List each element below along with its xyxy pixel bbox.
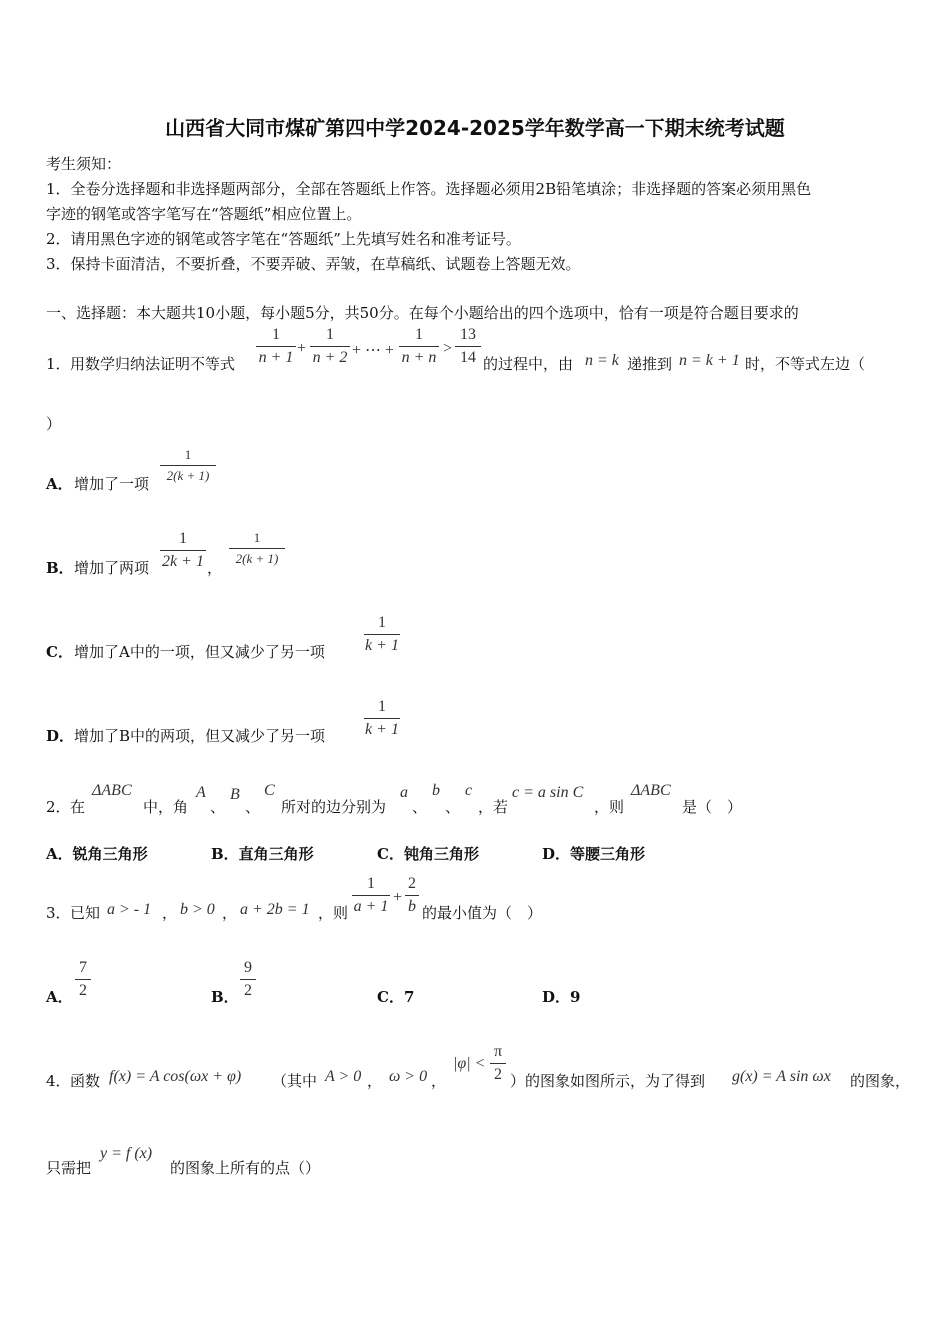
q1-text-3: 递推到 xyxy=(627,355,673,373)
q2-option-d: D．等腰三角形 xyxy=(542,845,646,863)
q1-d-num: 1 xyxy=(378,698,386,715)
q3-a-num: 7 xyxy=(79,959,87,976)
q3-option-a-fraction xyxy=(75,959,91,1000)
notice-line-3: 3．保持卡面清洁，不要折叠，不要弄破、弄皱，在草稿纸、试题卷上答题无效。 xyxy=(46,255,581,273)
q3-f2-den: b xyxy=(408,898,416,915)
q2-math-A: A xyxy=(196,784,206,801)
q1-text-4: 时，不等式左边（ xyxy=(745,355,866,373)
q1-plus-1: + xyxy=(297,340,307,357)
q1-option-b-fraction-1 xyxy=(160,530,206,571)
q2-math-c: c xyxy=(465,782,473,799)
q3-text-2: ，则 xyxy=(318,904,349,922)
q3-math-3: a + 2b = 1 xyxy=(240,901,310,918)
q2-option-a: A．锐角三角形 xyxy=(46,845,148,863)
q1-c-num: 1 xyxy=(378,614,386,631)
q4-math-g: g(x) = A sin ωx xyxy=(732,1068,831,1085)
q3-b-num: 9 xyxy=(244,959,252,976)
q1-b2-den: 2(k + 1) xyxy=(235,551,279,566)
q2-text-5: ，则 xyxy=(594,798,625,816)
q1-plus-2: + ⋯ + xyxy=(352,342,395,359)
notice-heading: 考生须知： xyxy=(46,155,122,173)
q1-option-b-fraction-2 xyxy=(229,530,285,567)
q3-option-a-label: A． xyxy=(46,988,73,1006)
q3-text-3: 的最小值为（ ） xyxy=(422,904,543,922)
q1-a-den: 2(k + 1) xyxy=(166,468,210,483)
q4-math-f: f(x) = A cos(ωx + φ) xyxy=(109,1068,242,1085)
q1-fraction-4 xyxy=(455,326,481,367)
q1-fraction-3 xyxy=(399,326,439,367)
q2-sep-4: 、 xyxy=(445,798,461,816)
q1-b2-num: 1 xyxy=(253,530,261,545)
q1-option-c-label: C． xyxy=(46,643,73,661)
q4-text-5: 只需把 xyxy=(46,1159,92,1177)
q3-comma-1: ， xyxy=(162,904,178,922)
q4-text-6: 的图象上所有的点（） xyxy=(170,1159,321,1177)
q1-b1-den: 2k + 1 xyxy=(162,553,204,570)
q3-plus: + xyxy=(393,889,403,906)
q3-f1-den: a + 1 xyxy=(353,898,389,915)
notice-line-2: 2．请用黑色字迹的钢笔或答字笔在“答题纸”上先填写姓名和准考证号。 xyxy=(46,230,521,248)
q1-math-n-eq-k-plus-1: n = k + 1 xyxy=(679,352,740,369)
q1-option-b-comma: ， xyxy=(207,559,223,577)
q1-c-den: k + 1 xyxy=(365,637,399,654)
q3-text-1: 已知 xyxy=(70,904,101,922)
q2-sep-2: 、 xyxy=(245,798,261,816)
q1-greater-than: > xyxy=(443,340,453,357)
q4-text-3: ）的图象如图所示，为了得到 xyxy=(510,1072,706,1090)
q2-text-1: 在 xyxy=(70,798,86,816)
q4-number: 4． xyxy=(46,1072,71,1090)
q1-f1-num: 1 xyxy=(272,326,280,343)
q2-math-a: a xyxy=(400,784,408,801)
q2-math-B: B xyxy=(230,786,240,803)
q3-option-d: D．9 xyxy=(542,988,581,1006)
q4-text-4: 的图象， xyxy=(850,1072,911,1090)
q1-f1-den: n + 1 xyxy=(258,349,294,366)
q3-comma-2: ， xyxy=(222,904,238,922)
q1-math-n-eq-k: n = k xyxy=(585,352,619,369)
q2-math-condition: c = a sin C xyxy=(512,784,584,801)
q3-option-b-fraction xyxy=(240,959,256,1000)
notice-line-1a: 1．全卷分选择题和非选择题两部分，全部在答题纸上作答。选择题必须用2B铅笔填涂；非选择题的答案必须用黑色 xyxy=(46,180,812,198)
q1-option-c-fraction xyxy=(364,614,400,655)
q4-text-2: （其中 xyxy=(272,1072,318,1090)
q3-f1-num: 1 xyxy=(367,875,375,892)
q2-option-b: B．直角三角形 xyxy=(211,845,314,863)
q1-option-d-fraction xyxy=(364,698,400,739)
q2-text-4: ，若 xyxy=(478,798,509,816)
q1-text-2: 的过程中，由 xyxy=(483,355,574,373)
q2-math-C: C xyxy=(264,782,275,799)
page-title: 山西省大同市煤矿第四中学2024-2025学年数学高一下期末统考试题 xyxy=(165,116,785,140)
q2-text-3: 所对的边分别为 xyxy=(281,798,387,816)
q1-option-a-fraction xyxy=(160,447,216,484)
q1-f2-num: 1 xyxy=(326,326,334,343)
q3-b-den: 2 xyxy=(244,982,252,999)
q4-comma-2: ， xyxy=(431,1072,447,1090)
q1-f4-den: 14 xyxy=(460,349,476,366)
q1-option-d-label: D． xyxy=(46,727,75,745)
q4-f-num: π xyxy=(493,1043,503,1060)
q1-b1-num: 1 xyxy=(179,530,187,547)
q1-f3-den: n + n xyxy=(401,349,437,366)
q3-fraction-2 xyxy=(405,875,419,916)
q3-option-b-label: B． xyxy=(211,988,239,1006)
q1-fraction-2 xyxy=(310,326,350,367)
q1-f3-num: 1 xyxy=(415,326,423,343)
q4-f-den: 2 xyxy=(494,1066,502,1083)
q1-d-den: k + 1 xyxy=(365,721,399,738)
q1-option-b-label: B． xyxy=(46,559,74,577)
q1-f4-num: 13 xyxy=(460,326,476,343)
q2-math-triangle-2: ΔABC xyxy=(631,782,671,799)
q2-text-6: 是（ ） xyxy=(682,798,743,816)
q1-text-1: 用数学归纳法证明不等式 xyxy=(70,355,236,373)
q1-number: 1． xyxy=(46,355,71,373)
q4-math-y: y = f (x) xyxy=(100,1145,153,1162)
q3-math-2: b > 0 xyxy=(180,901,215,918)
q1-fraction-1 xyxy=(256,326,296,367)
q3-a-den: 2 xyxy=(79,982,87,999)
q2-text-2: 中，角 xyxy=(143,798,189,816)
q3-math-1: a > - 1 xyxy=(107,901,152,918)
q3-number: 3． xyxy=(46,904,71,922)
notice-line-1b: 字迹的钢笔或答字笔写在“答题纸”相应位置上。 xyxy=(46,205,362,223)
q1-text-5: ） xyxy=(46,415,62,433)
q4-comma-1: ， xyxy=(367,1072,383,1090)
q1-option-a-label: A． xyxy=(46,475,73,493)
q3-fraction-1 xyxy=(352,875,390,916)
q1-option-a-text: 增加了一项 xyxy=(74,475,150,493)
q2-sep-1: 、 xyxy=(210,798,226,816)
q2-option-c: C．钝角三角形 xyxy=(377,845,479,863)
q1-f2-den: n + 2 xyxy=(312,349,348,366)
q2-number: 2． xyxy=(46,798,71,816)
q1-option-b-text: 增加了两项 xyxy=(74,559,150,577)
q2-math-b: b xyxy=(432,782,440,799)
q1-option-d-text: 增加了B中的两项，但又减少了另一项 xyxy=(74,727,326,745)
q3-option-c: C．7 xyxy=(377,988,415,1006)
q1-a-num: 1 xyxy=(184,447,192,462)
q4-math-phi: |φ| < xyxy=(453,1055,486,1072)
q3-f2-num: 2 xyxy=(408,875,416,892)
q4-text-1: 函数 xyxy=(70,1072,101,1090)
q4-math-omega: ω > 0 xyxy=(389,1068,428,1085)
q4-fraction-pi-2 xyxy=(490,1043,506,1084)
section-1-heading: 一、选择题：本大题共10小题，每小题5分，共50分。在每个小题给出的四个选项中，恰有一项是符合题目要求的 xyxy=(46,304,799,322)
q2-math-triangle: ΔABC xyxy=(92,782,132,799)
q2-sep-3: 、 xyxy=(412,798,428,816)
q4-math-A: A > 0 xyxy=(325,1068,362,1085)
q1-option-c-text: 增加了A中的一项，但又减少了另一项 xyxy=(74,643,325,661)
